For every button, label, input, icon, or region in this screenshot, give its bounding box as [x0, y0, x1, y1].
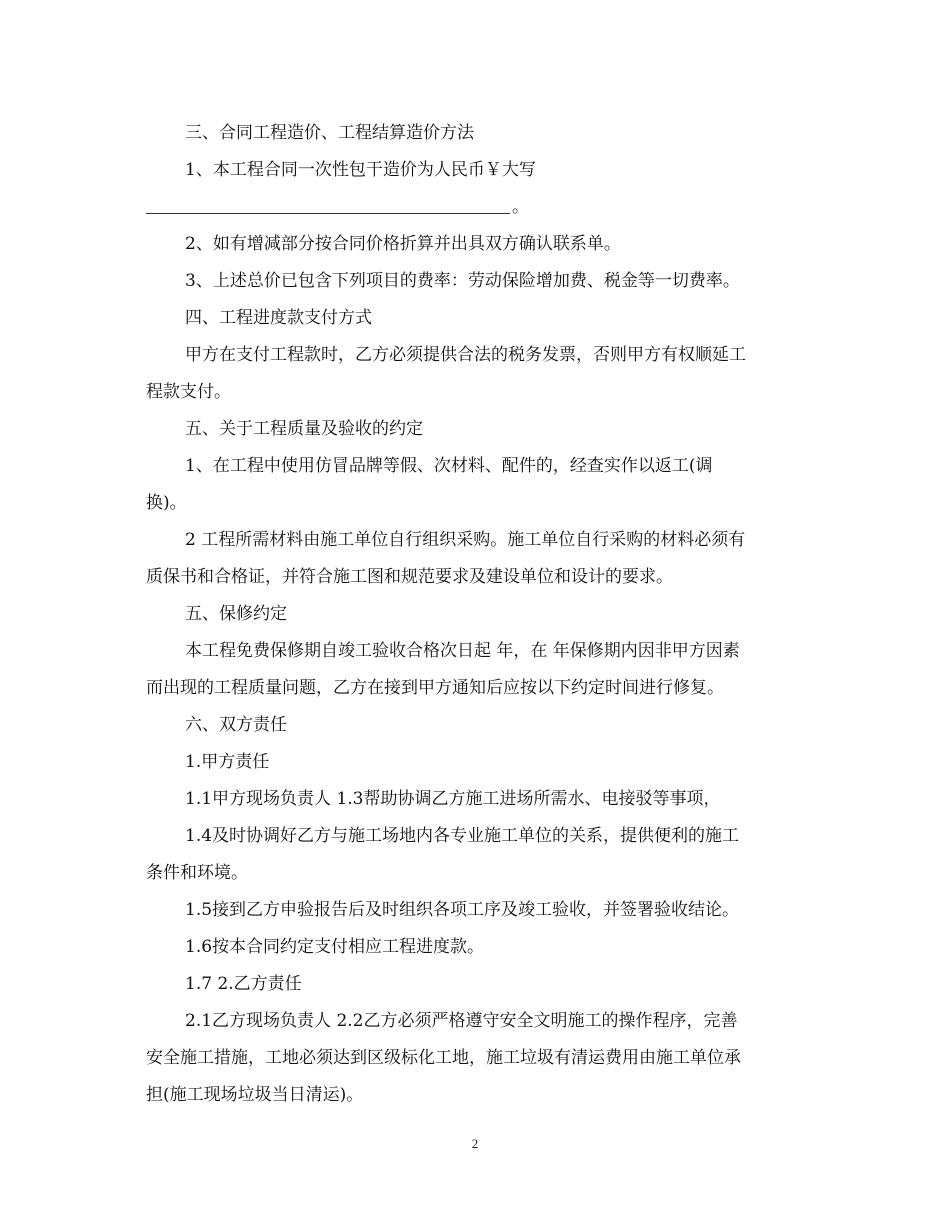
paragraph-continuation: 担(施工现场垃圾当日清运)。	[146, 1085, 364, 1105]
page-number: 2	[471, 1136, 479, 1151]
section-heading-warranty: 五、保修约定	[185, 604, 287, 624]
paragraph-line: 1.4及时协调好乙方与施工场地内各专业施工单位的关系，提供便利的施工	[185, 826, 740, 846]
paragraph-line: 1、在工程中使用仿冒品牌等假、次材料、配件的，经查实作以返工(调	[185, 456, 713, 476]
paragraph-line: 1.1甲方现场负责人 1.3帮助协调乙方施工进场所需水、电接驳等事项，	[185, 789, 721, 809]
paragraph-continuation: 质保书和合格证，并符合施工图和规范要求及建设单位和设计的要求。	[146, 567, 673, 587]
paragraph-line: 2 工程所需材料由施工单位自行组织采购。施工单位自行采购的材料必须有	[185, 530, 746, 550]
paragraph-continuation: 条件和环境。	[146, 863, 248, 883]
section-heading-6: 六、双方责任	[185, 715, 287, 735]
section-heading-4: 四、工程进度款支付方式	[185, 308, 372, 328]
paragraph-continuation: 安全施工措施，工地必须达到区级标化工地，施工垃圾有清运费用由施工单位承	[146, 1048, 741, 1068]
paragraph-continuation: 换)。	[146, 493, 187, 513]
blank-underline	[146, 213, 510, 214]
paragraph-line: 3、上述总价已包含下列项目的费率：劳动保险增加费、税金等一切费率。	[185, 271, 740, 291]
paragraph-line: 1.6按本合同约定支付相应工程进度款。	[185, 937, 485, 957]
section-heading-5: 五、关于工程质量及验收的约定	[185, 419, 423, 439]
blank-amount-field	[146, 189, 808, 226]
paragraph-line: 本工程免费保修期自竣工验收合格次日起 年，在 年保修期内因非甲方因素	[185, 641, 740, 661]
paragraph-line: 2.1乙方现场负责人 2.2乙方必须严格遵守安全文明施工的操作程序，完善	[185, 1011, 738, 1031]
section-heading-3: 三、合同工程造价、工程结算造价方法	[185, 123, 474, 143]
paragraph-continuation: 程款支付。	[146, 382, 231, 402]
paragraph-line: 1.5接到乙方申验报告后及时组织各项工序及竣工验收，并签署验收结论。	[185, 900, 740, 920]
document-body	[146, 115, 808, 1114]
subsection-heading: 1.甲方责任	[185, 752, 270, 772]
paragraph-line: 1、本工程合同一次性包干造价为人民币￥大写	[185, 160, 536, 180]
paragraph-line: 甲方在支付工程款时，乙方必须提供合法的税务发票，否则甲方有权顺延工	[185, 345, 746, 365]
paragraph-line: 1.7 2.乙方责任	[185, 974, 302, 994]
paragraph-continuation: 而出现的工程质量问题，乙方在接到甲方通知后应按以下约定时间进行修复。	[146, 678, 724, 698]
paragraph-line: 2、如有增减部分按合同价格折算并出具双方确认联系单。	[185, 234, 621, 254]
period-mark: 。	[512, 197, 529, 217]
